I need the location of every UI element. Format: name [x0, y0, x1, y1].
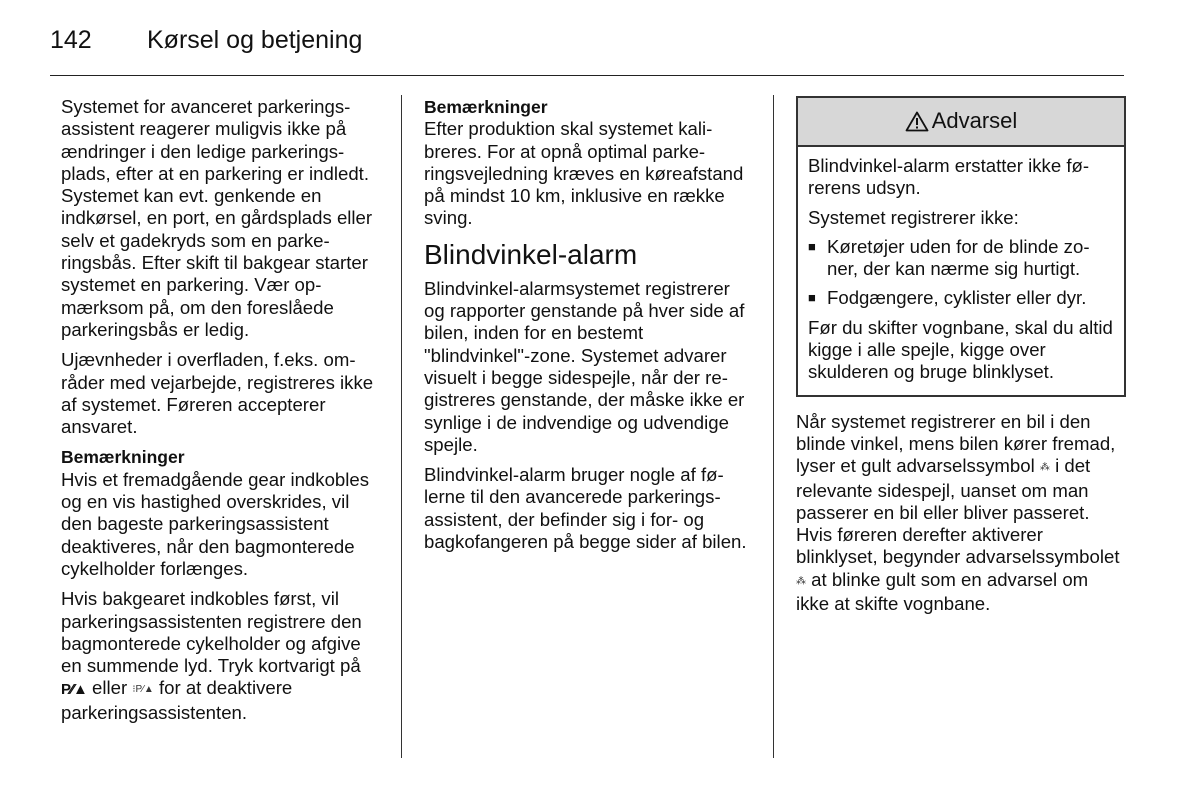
park-assist-off-icon: ⁝P⁄▲ — [132, 684, 154, 696]
column-3 — [796, 96, 1126, 623]
paragraph-text: at blinke gult som en advarsel om ikke at skifte vognbane. — [796, 568, 1089, 615]
bullet-text: Fodgængere, cyklister eller dyr. — [827, 287, 1087, 309]
paragraph-text: Når systemet registrerer en bil i den blinde vinkel, mens bilen kører fremad, lyser et gult advarselssymbol — [796, 410, 1116, 477]
warning-title: Advarsel — [931, 108, 1018, 134]
column-divider-2 — [773, 95, 774, 758]
column-divider-1 — [401, 95, 402, 758]
blind-spot-warning-icon: ⁂ — [796, 575, 806, 587]
note-heading: Bemærkninger — [424, 97, 548, 117]
paragraph: Blindvinkel-alarm bruger nogle af følerne til den avancerede parkeringsassistent, der befinder sig i for- og bagkofangeren på begge sider af bilen. — [424, 464, 747, 553]
paragraph-text: i det relevante sidespejl, uanset om man passerer en bil eller bliver passeret. Hvis føreren derefter aktiverer blinklyset, begynder advarselssymbolet — [796, 455, 1120, 568]
park-assist-button-icon: P⁄⁄▲ — [61, 681, 87, 699]
paragraph — [61, 588, 383, 724]
paragraph — [796, 411, 1126, 616]
bullet-text: Køretøjer uden for de blinde zoner, der kan nærme sig hurtigt. — [827, 235, 1090, 280]
warning-triangle-icon — [905, 111, 929, 132]
bullet-item — [808, 287, 1114, 309]
column-2 — [424, 96, 754, 561]
bullet-item — [808, 236, 1114, 281]
paragraph: Blindvinkel-alarmsystemet registrerer og rapporter genstande på hver side af bilen, inden for en bestemt "blindvinkel"-zone. Systemet advarer visuelt i begge sidespejle, når der registreres genstande, der måske ikke er synlige i de indvendige og udvendige spejle. — [424, 277, 745, 455]
bullet-square-icon: ■ — [808, 238, 816, 254]
paragraph-text: Hvis bakgearet indkobles først, vil parkeringsassistenten registrere den bagmonterede cykelholder og afgive en summende lyd. Tryk kortvarigt på — [61, 588, 362, 677]
warning-text: Systemet registrerer ikke: — [808, 206, 1019, 228]
page-number: 142 — [50, 26, 92, 54]
blind-spot-warning-icon: ⁂ — [1039, 462, 1050, 474]
paragraph: Ujævnheder i overfladen, f.eks. områder med vejarbejde, registreres ikke af systemet. Føreren accepterer ansvaret. — [61, 349, 374, 438]
note-heading: Bemærkninger — [61, 447, 185, 468]
paragraph: Systemet for avanceret parkeringsassistent reagerer muligvis ikke på ændringer i den ledige parkeringsplads, efter at en parkering er indledt. Systemet kan evt. genkende en indkørsel, en port, en gårdsplads eller selv et gadekryds som en parkeringsbås. Efter skift til bakgear starter systemet en parkering. Vær opmærksom på, om den foreslåede parkeringsbås er ledig. — [61, 96, 373, 340]
warning-body — [798, 147, 1124, 395]
note-text: Hvis et fremadgående gear indkobles og en vis hastighed overskrides, vil den bageste parkeringsassistent deaktiveres, når den bagmonterede cykelholder forlænges. — [61, 468, 370, 579]
column-1 — [61, 96, 383, 732]
page-heading: Kørsel og betjening — [147, 26, 363, 54]
paragraph-text: eller — [92, 677, 128, 699]
warning-header — [798, 98, 1124, 147]
warning-box — [796, 96, 1126, 397]
note-text: Efter produktion skal systemet kalibreres. For at opnå optimal parkeringsvejledning kræves en køreafstand på mindst 10 km, inklusive en række sving. — [424, 118, 744, 229]
bullet-square-icon: ■ — [808, 290, 816, 306]
header-rule — [50, 75, 1124, 76]
paragraph-text: for at deaktivere parkeringsassistenten. — [61, 677, 293, 723]
warning-text: Blindvinkel-alarm erstatter ikke førerens udsyn. — [808, 155, 1090, 199]
warning-text: Før du skifter vognbane, skal du altid kigge i alle spejle, kigge over skulderen og bruge blinklyset. — [808, 316, 1113, 383]
section-title: Blindvinkel-alarm — [424, 238, 638, 270]
